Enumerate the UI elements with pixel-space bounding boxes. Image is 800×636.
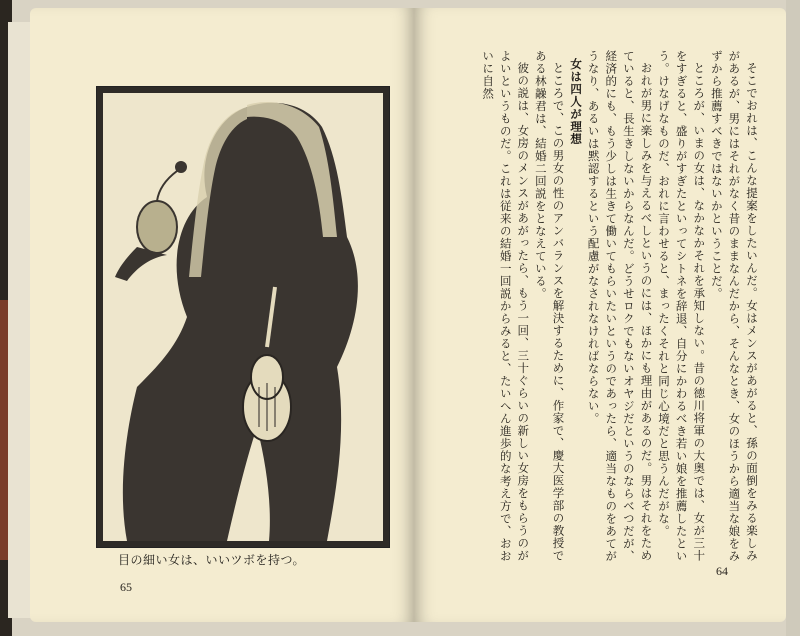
woman-with-violin-illustration	[96, 86, 390, 548]
paragraph: そこでおれは、こんな提案をしたいんだ。女はメンスがあがると、孫の面倒をみる楽しみがあるが、男にはそれがなく昔のままなんだから、そんなとき、女のほうから適当な娘をみずから推薦すべきではないかということだ。	[709, 50, 759, 563]
paragraph: おれが男に楽しみを与えるべしというのには、ほかにも理由があるのだ。男はそれをためていると、長生きしないからなんだ。どうせロクでもないオヤジだというのならべつだが、経済的にも、もう少しは生きて働いてもらいたいというのであったら、適当なものをあてがうなり、あるいは黙認するという配慮がなされなければならない。	[586, 50, 654, 563]
section-heading: 女は四人が理想	[569, 58, 584, 146]
page-number-left: 65	[120, 580, 132, 594]
background-edge	[786, 0, 800, 636]
illustration-drawing	[97, 87, 389, 547]
flower-bud	[175, 161, 187, 173]
illustration-caption: 目の細い女は、いいツボを持つ。	[118, 553, 306, 567]
page-number-right: 64	[716, 564, 728, 578]
paragraph: ところが、いまの女は、なかなかそれを承知しない。昔の徳川将軍の大奥では、女が三十をすぎると、盛りがすぎたといってシトネを辞退、自分にかわるべき若い娘を推薦したという。けなげなものだ、おれに言わせると、まったくそれと同じ心境だと思うんだがな。	[657, 50, 707, 563]
vase-icon	[137, 201, 177, 253]
paragraph: 彼の説は、女房のメンスがあがったら、もう一回、三十ぐらいの新しい女房をもらうのがよいというものだ。これは従来の結婚一回説からみると、たいへん進歩的な考え方で、おおいに自然	[481, 50, 531, 563]
paragraph: ところで、この男女の性のアンバランスを解決するために、作家で、慶大医学部の教授である林髞君は、結婚二回説をとなえている。	[533, 50, 566, 562]
right-page	[414, 8, 786, 622]
vertical-body-text	[420, 50, 760, 570]
